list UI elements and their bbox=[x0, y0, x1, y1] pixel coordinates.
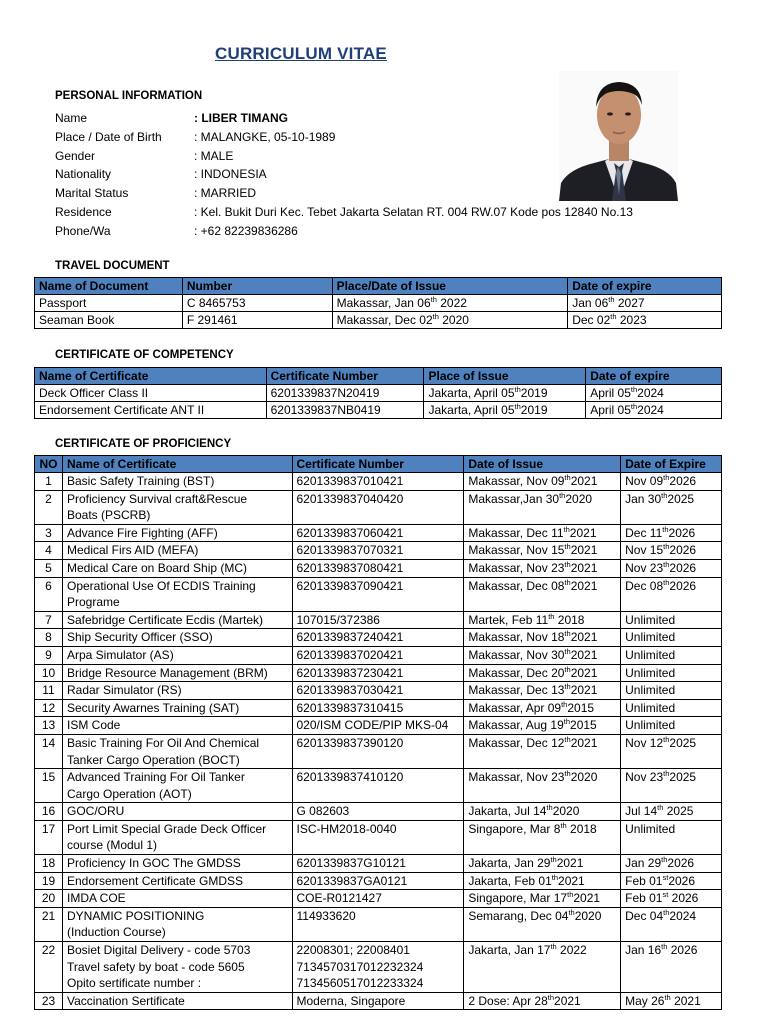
column-header: Name of Certificate bbox=[35, 368, 267, 385]
table-row bbox=[35, 664, 722, 682]
table-cell: Unlimited bbox=[621, 699, 722, 717]
table-cell: 6201339837410120 bbox=[292, 769, 464, 803]
table-cell: 13 bbox=[35, 717, 63, 735]
table-cell: Makassar, Dec 02th 2020 bbox=[332, 312, 568, 329]
competency-heading: CERTIFICATE OF COMPETENCY bbox=[55, 349, 234, 361]
travel-document-table bbox=[34, 277, 722, 329]
table-cell: 114933620 bbox=[292, 907, 464, 941]
table-cell: Unlimited bbox=[621, 682, 722, 700]
table-cell: 6201339837390120 bbox=[292, 734, 464, 768]
table-cell: Proficiency Survival craft&Rescue Boats (PSCRB) bbox=[62, 490, 292, 524]
table-row bbox=[35, 992, 722, 1010]
table-cell: Endorsement Certificate ANT II bbox=[35, 402, 267, 419]
table-row bbox=[35, 942, 722, 993]
info-value: : MALE bbox=[194, 148, 234, 163]
table-cell: Dec 02th 2023 bbox=[568, 312, 722, 329]
table-cell: Makassar, Nov 09th2021 bbox=[464, 473, 621, 491]
table-cell: 6201339837040420 bbox=[292, 490, 464, 524]
table-cell: Makassar, Dec 12th2021 bbox=[464, 734, 621, 768]
table-cell: Nov 12th2025 bbox=[621, 734, 722, 768]
table-cell: 10 bbox=[35, 664, 63, 682]
table-cell: 16 bbox=[35, 803, 63, 821]
table-cell: Feb 01st 2026 bbox=[621, 890, 722, 908]
table-row bbox=[35, 820, 722, 854]
table-cell: Moderna, Singapore bbox=[292, 992, 464, 1010]
info-label: Nationality bbox=[55, 167, 112, 182]
table-cell: Singapore, Mar 8th 2018 bbox=[464, 820, 621, 854]
table-cell: 6201339837090421 bbox=[292, 577, 464, 611]
table-cell: Unlimited bbox=[621, 820, 722, 854]
table-cell: 3 bbox=[35, 524, 63, 542]
table-cell: Unlimited bbox=[621, 664, 722, 682]
table-row bbox=[35, 682, 722, 700]
table-cell: 15 bbox=[35, 769, 63, 803]
column-header: Name of Certificate bbox=[62, 456, 292, 473]
table-cell: Port Limit Special Grade Deck Officer course (Modul 1) bbox=[62, 820, 292, 854]
table-row bbox=[35, 490, 722, 524]
table-cell: Safebridge Certificate Ecdis (Martek) bbox=[62, 611, 292, 629]
table-cell: 6201339837070321 bbox=[292, 542, 464, 560]
table-cell: Jakarta, Jan 17th 2022 bbox=[464, 942, 621, 993]
table-row bbox=[35, 542, 722, 560]
table-cell: Bridge Resource Management (BRM) bbox=[62, 664, 292, 682]
table-cell: G 082603 bbox=[292, 803, 464, 821]
profile-photo bbox=[559, 71, 678, 201]
table-cell: 11 bbox=[35, 682, 63, 700]
table-cell: Feb 01st2026 bbox=[621, 872, 722, 890]
table-cell: C 8465753 bbox=[182, 295, 332, 312]
table-row bbox=[35, 295, 722, 312]
table-cell: DYNAMIC POSITIONING (Induction Course) bbox=[62, 907, 292, 941]
table-cell: 7 bbox=[35, 611, 63, 629]
table-cell: 1 bbox=[35, 473, 63, 491]
table-cell: 6201339837310415 bbox=[292, 699, 464, 717]
table-cell: 6201339837010421 bbox=[292, 473, 464, 491]
table-cell: Unlimited bbox=[621, 629, 722, 647]
table-cell: Makassar, Jan 06th 2022 bbox=[332, 295, 568, 312]
table-cell: 6201339837NB0419 bbox=[266, 402, 424, 419]
table-cell: Radar Simulator (RS) bbox=[62, 682, 292, 700]
column-header: Date of expire bbox=[568, 278, 722, 295]
table-cell: IMDA COE bbox=[62, 890, 292, 908]
table-cell: April 05th2024 bbox=[586, 402, 722, 419]
person-photo-icon bbox=[559, 71, 678, 201]
table-cell: 6201339837N20419 bbox=[266, 385, 424, 402]
table-cell: Makassar, Nov 23th2021 bbox=[464, 559, 621, 577]
table-cell: Makassar, Nov 18th2021 bbox=[464, 629, 621, 647]
info-value: : LIBER TIMANG bbox=[194, 111, 288, 125]
table-row bbox=[35, 524, 722, 542]
table-cell: 6201339837080421 bbox=[292, 559, 464, 577]
table-cell: Makassar,Jan 30th2020 bbox=[464, 490, 621, 524]
table-cell: Jan 30th2025 bbox=[621, 490, 722, 524]
table-cell: Unlimited bbox=[621, 646, 722, 664]
travel-document-heading: TRAVEL DOCUMENT bbox=[55, 260, 170, 272]
table-cell: 107015/372386 bbox=[292, 611, 464, 629]
info-row bbox=[55, 203, 695, 222]
column-header: Date of expire bbox=[586, 368, 722, 385]
table-cell: Dec 08th2026 bbox=[621, 577, 722, 611]
table-cell: Jakarta, April 05th2019 bbox=[424, 402, 586, 419]
table-cell: Arpa Simulator (AS) bbox=[62, 646, 292, 664]
table-cell: Makassar, Dec 20th2021 bbox=[464, 664, 621, 682]
table-cell: Nov 15th2026 bbox=[621, 542, 722, 560]
table-cell: Nov 23th2025 bbox=[621, 769, 722, 803]
info-value: : MALANGKE, 05-10-1989 bbox=[194, 129, 336, 144]
column-header: Certificate Number bbox=[266, 368, 424, 385]
table-cell: Unlimited bbox=[621, 611, 722, 629]
column-header: Certificate Number bbox=[292, 456, 464, 473]
table-cell: Deck Officer Class II bbox=[35, 385, 267, 402]
table-cell: Makassar, Dec 11th2021 bbox=[464, 524, 621, 542]
table-cell: Medical Firs AID (MEFA) bbox=[62, 542, 292, 560]
info-row bbox=[55, 222, 695, 241]
table-row bbox=[35, 385, 722, 402]
table-row bbox=[35, 473, 722, 491]
table-row bbox=[35, 769, 722, 803]
table-cell: Jan 16th 2026 bbox=[621, 942, 722, 993]
table-cell: Security Awarnes Training (SAT) bbox=[62, 699, 292, 717]
table-cell: Jakarta, Jan 29th2021 bbox=[464, 855, 621, 873]
column-header: Date of Expire bbox=[621, 456, 722, 473]
table-cell: Jakarta, April 05th2019 bbox=[424, 385, 586, 402]
table-cell: April 05th2024 bbox=[586, 385, 722, 402]
table-row bbox=[35, 646, 722, 664]
table-cell: Dec 11th2026 bbox=[621, 524, 722, 542]
table-cell: 9 bbox=[35, 646, 63, 664]
table-cell: 12 bbox=[35, 699, 63, 717]
table-cell: Jakarta, Feb 01th2021 bbox=[464, 872, 621, 890]
table-cell: Nov 09th2026 bbox=[621, 473, 722, 491]
table-cell: Basic Safety Training (BST) bbox=[62, 473, 292, 491]
table-row bbox=[35, 734, 722, 768]
column-header: Place/Date of Issue bbox=[332, 278, 568, 295]
column-header: Date of Issue bbox=[464, 456, 621, 473]
table-cell: Singapore, Mar 17th2021 bbox=[464, 890, 621, 908]
column-header: Number bbox=[182, 278, 332, 295]
table-row bbox=[35, 577, 722, 611]
table-cell: Endorsement Certificate GMDSS bbox=[62, 872, 292, 890]
table-cell: Makassar, Apr 09th2015 bbox=[464, 699, 621, 717]
info-value: : Kel. Bukit Duri Kec. Tebet Jakarta Selatan RT. 004 RW.07 Kode pos 12840 No.13 bbox=[194, 204, 633, 219]
table-row bbox=[35, 312, 722, 329]
table-cell: 2 Dose: Apr 28th2021 bbox=[464, 992, 621, 1010]
table-row bbox=[35, 611, 722, 629]
table-cell: GOC/ORU bbox=[62, 803, 292, 821]
table-cell: COE-R0121427 bbox=[292, 890, 464, 908]
info-label: Name bbox=[55, 111, 88, 125]
proficiency-heading: CERTIFICATE OF PROFICIENCY bbox=[55, 438, 232, 450]
table-cell: 19 bbox=[35, 872, 63, 890]
table-cell: 21 bbox=[35, 907, 63, 941]
info-value: : MARRIED bbox=[194, 186, 257, 201]
table-cell: 6201339837240421 bbox=[292, 629, 464, 647]
table-cell: Makassar, Aug 19th2015 bbox=[464, 717, 621, 735]
column-header: Name of Document bbox=[35, 278, 183, 295]
table-cell: Proficiency In GOC The GMDSS bbox=[62, 855, 292, 873]
table-cell: Dec 04th2024 bbox=[621, 907, 722, 941]
competency-table bbox=[34, 367, 722, 419]
table-cell: Jan 29th2026 bbox=[621, 855, 722, 873]
info-value: : +62 82239836286 bbox=[194, 223, 298, 238]
table-cell: Basic Training For Oil And Chemical Tanker Cargo Operation (BOCT) bbox=[62, 734, 292, 768]
table-cell: 2 bbox=[35, 490, 63, 524]
info-label: Residence bbox=[55, 204, 112, 219]
table-cell: 6201339837GA0121 bbox=[292, 872, 464, 890]
table-cell: Jakarta, Jul 14th2020 bbox=[464, 803, 621, 821]
table-row bbox=[35, 890, 722, 908]
table-cell: 6 bbox=[35, 577, 63, 611]
table-cell: 14 bbox=[35, 734, 63, 768]
table-cell: Makassar, Dec 13th2021 bbox=[464, 682, 621, 700]
table-cell: Makassar, Nov 15th2021 bbox=[464, 542, 621, 560]
table-cell: F 291461 bbox=[182, 312, 332, 329]
table-cell: 22 bbox=[35, 942, 63, 993]
table-cell: 6201339837060421 bbox=[292, 524, 464, 542]
table-cell: Jan 06th 2027 bbox=[568, 295, 722, 312]
table-cell: Semarang, Dec 04th2020 bbox=[464, 907, 621, 941]
table-cell: Martek, Feb 11th 2018 bbox=[464, 611, 621, 629]
page-title: CURRICULUM VITAE bbox=[215, 44, 387, 63]
table-cell: May 26th 2021 bbox=[621, 992, 722, 1010]
table-cell: 6201339837030421 bbox=[292, 682, 464, 700]
table-cell: 18 bbox=[35, 855, 63, 873]
proficiency-table bbox=[34, 455, 722, 1010]
table-cell: Passport bbox=[35, 295, 183, 312]
table-cell: 23 bbox=[35, 992, 63, 1010]
table-cell: 17 bbox=[35, 820, 63, 854]
table-cell: 4 bbox=[35, 542, 63, 560]
table-cell: Nov 23th2026 bbox=[621, 559, 722, 577]
info-label: Phone/Wa bbox=[55, 223, 111, 238]
table-row bbox=[35, 803, 722, 821]
table-row bbox=[35, 872, 722, 890]
table-cell: 22008301; 22008401 7134570317012232324 7134560517012233324 bbox=[292, 942, 464, 993]
info-label: Place / Date of Birth bbox=[55, 129, 162, 144]
table-cell: Advanced Training For Oil Tanker Cargo Operation (AOT) bbox=[62, 769, 292, 803]
info-label: Marital Status bbox=[55, 186, 129, 201]
column-header: NO bbox=[35, 456, 63, 473]
table-cell: Unlimited bbox=[621, 717, 722, 735]
table-row bbox=[35, 907, 722, 941]
table-row bbox=[35, 699, 722, 717]
table-cell: Vaccination Sertificate bbox=[62, 992, 292, 1010]
table-cell: ISC-HM2018-0040 bbox=[292, 820, 464, 854]
table-cell: 8 bbox=[35, 629, 63, 647]
table-cell: Seaman Book bbox=[35, 312, 183, 329]
table-row bbox=[35, 402, 722, 419]
personal-info-heading: PERSONAL INFORMATION bbox=[55, 90, 203, 102]
table-cell: Ship Security Officer (SSO) bbox=[62, 629, 292, 647]
table-cell: Makassar, Dec 08th2021 bbox=[464, 577, 621, 611]
table-cell: Makassar, Nov 30th2021 bbox=[464, 646, 621, 664]
table-cell: 20 bbox=[35, 890, 63, 908]
table-cell: 6201339837230421 bbox=[292, 664, 464, 682]
info-label: Gender bbox=[55, 148, 96, 163]
table-cell: 020/ISM CODE/PIP MKS-04 bbox=[292, 717, 464, 735]
table-cell: ISM Code bbox=[62, 717, 292, 735]
table-row bbox=[35, 717, 722, 735]
table-cell: 5 bbox=[35, 559, 63, 577]
table-cell: Operational Use Of ECDIS Training Programe bbox=[62, 577, 292, 611]
info-value: : INDONESIA bbox=[194, 167, 267, 182]
table-cell: Medical Care on Board Ship (MC) bbox=[62, 559, 292, 577]
table-row bbox=[35, 855, 722, 873]
table-cell: 6201339837G10121 bbox=[292, 855, 464, 873]
table-cell: Makassar, Nov 23th2020 bbox=[464, 769, 621, 803]
table-row bbox=[35, 559, 722, 577]
table-cell: 6201339837020421 bbox=[292, 646, 464, 664]
table-cell: Bosiet Digital Delivery - code 5703 Travel safety by boat - code 5605 Opito sertificate number : bbox=[62, 942, 292, 993]
column-header: Place of Issue bbox=[424, 368, 586, 385]
table-cell: Advance Fire Fighting (AFF) bbox=[62, 524, 292, 542]
table-row bbox=[35, 629, 722, 647]
table-cell: Jul 14th 2025 bbox=[621, 803, 722, 821]
